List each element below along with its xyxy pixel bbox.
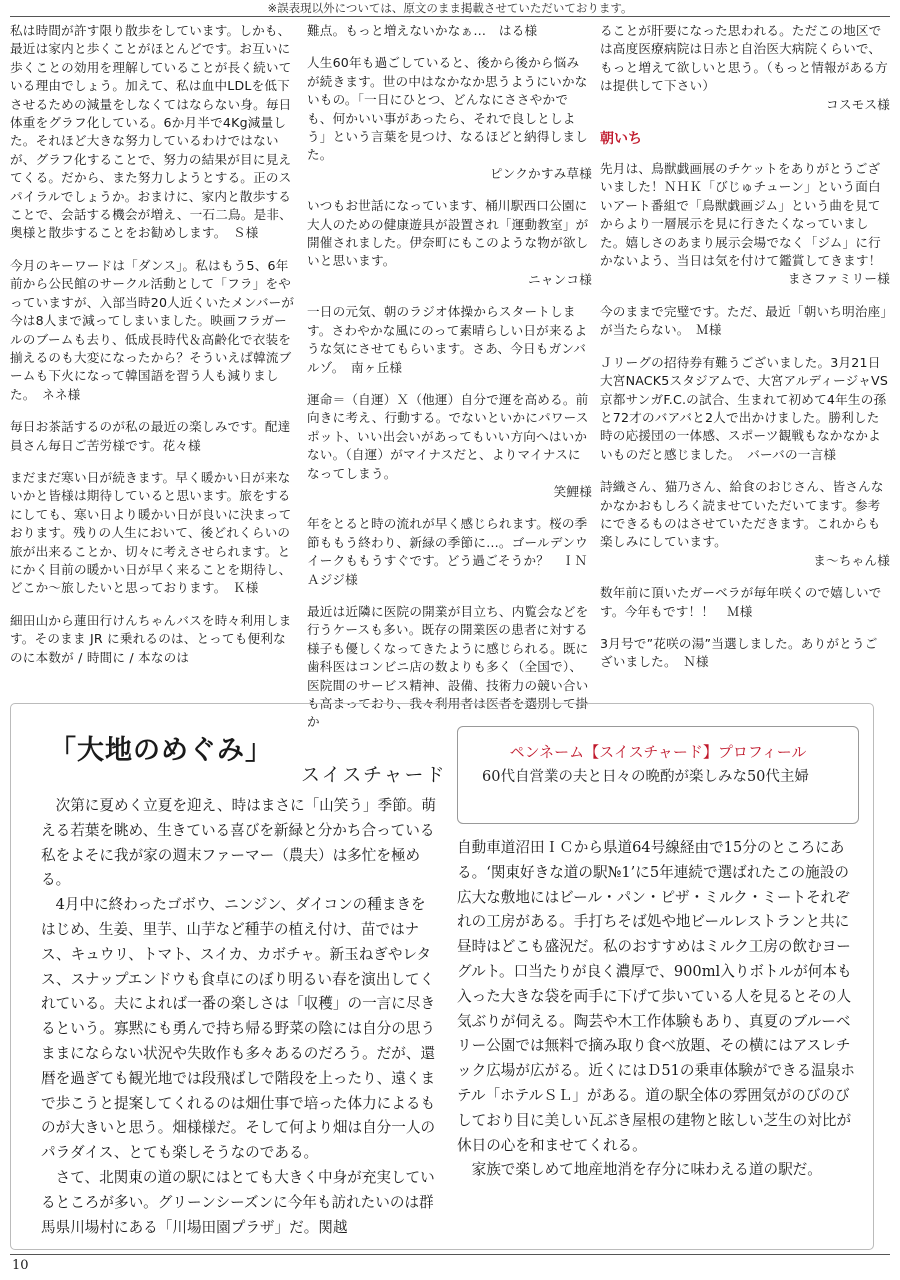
letter-entry: 今のままで完璧です。ただ、最近「朝いち明治座」が当たらない。 Ｍ様 — [600, 303, 887, 338]
letter-entry — [307, 391, 592, 501]
letter-entry: 私は時間が許す限り散歩をしています。しかも、最近は家内と歩くことがほとんどです。お互いに歩くことの効用を理解していることが長く続いている理由でしょう。加えて、私は血中LDLを低下させるための減量をしなくてはならない身。毎日体重をグラフ化している。6か月半で4Kg減量した。それほど大きな努力しているわけではないが、グラフ化することで、努力の結果が目に見えてくる。だから、また努力しようとする。正のスパイラルでしょうか。おまけに、家内と散歩することで、会話する機会が増え、一石二鳥。是非、奥様と散歩することをお勧めします。 Ｓ様 — [10, 23, 292, 241]
essay-author: スイスチャード — [301, 764, 447, 786]
letter-entry: 最近は近隣に医院の開業が目立ち、内覧会などを行うケースも多い。既存の開業医の患者に対する様子も優しくなってきたように感じられる。既に歯科医はコンビニ店の数よりも多く（全国で）、医院間のサービス精神、設備、技術力の競い合いも高まっており、我々利用者は医者を選別して掛か — [307, 603, 589, 730]
letter-entry: 今月のキーワードは「ダンス」。私はもう5、6年前から公民館のサークル活動として「フラ」をやっていますが、入部当時20人近くいたメンバーが今は8人まで減ってしまいました。映画フラガールのブームも去り、低成長時代＆高齢化で衣装を揃えるのも大変になったから？そういえば韓流ブームも下火になって韓国語を習う人も減りました。 ネネ様 — [10, 257, 295, 402]
letter-entry: 細田山から蓮田行けんちゃんバスを時々利用します。そのまま JR に乗れるのは、とっても便利なのに本数が / 時間に / 本なのは — [10, 612, 292, 665]
header-rule — [10, 16, 890, 17]
letter-text: 先月は、鳥獣戯画展のチケットをありがとうございました！ＮＨＫ「びじゅチューン」という面白いアート番組で「鳥獣戯画ジム」という曲を見てからより一層展示を見に行きたくなっていました。嬉しさのあまり展示会場でなく「ジム」に行かないよう、当日は気を付けて鑑賞してきます！ — [600, 161, 882, 269]
letter-text: ることが肝要になった思われる。ただこの地区では高度医療病院は日赤と自治医大病院くらいで、もっと増えて欲しいと思う。（もっと情報がある方は提供して下さい） — [600, 23, 888, 94]
letter-signature: ま～ちゃん様 — [813, 552, 890, 568]
header-note: ※誤表現以外については、原文のまま掲載させていただいております。 — [267, 1, 633, 15]
letter-entry: 難点。もっと増えないかなぁ… はる様 — [307, 23, 538, 38]
profile-text: 60代自営業の夫と日々の晩酌が楽しみな50代主婦 — [482, 769, 809, 785]
footer-rule — [10, 1254, 890, 1255]
essay-column-right — [457, 836, 861, 1183]
letter-entry — [307, 54, 592, 183]
letters-column-3 — [600, 22, 890, 702]
letter-signature: ニャンコ様 — [528, 271, 592, 287]
letter-entry: 数年前に頂いたガーベラが毎年咲くので嬉しいです。今年もです！！ Ｍ様 — [600, 585, 882, 619]
letters-column-2 — [307, 22, 592, 730]
letter-signature: コスモス様 — [826, 96, 890, 112]
page-number: 10 — [12, 1258, 29, 1273]
profile-box — [457, 726, 859, 824]
letter-text: 人生60年も過ごしていると、後から後から悩みが続きます。世の中はなかなか思うようにいかないもの。「一日にひとつ、どんなにささやかでも、何かいい事があったら、それで良しとしよう」という言葉を見つけ、なるほどと納得しました。 — [307, 55, 588, 163]
letter-text: 詩織さん、猫乃さん、給食のおじさん、皆さんなかなかおもしろく読ませていただいてます。参考にできるものはさせていただきます。これからも楽しみにしています。 — [600, 479, 884, 550]
letter-signature: 笑鯉様 — [553, 483, 592, 499]
letter-text: いつもお世話になっています、桶川駅西口公園に大人のための健康遊具が設置され「運動教室」が開催されました。伊奈町にもこのような物が欲しいと思います。 — [307, 198, 589, 269]
essay-paragraph: 家族で楽しめて地産地消を存分に味わえる道の駅だ。 — [471, 1161, 822, 1179]
letter-entry: 3月号で”花咲の湯”当選しました。ありがとうございました。 Ｎ様 — [600, 635, 878, 670]
essay-paragraph: 自動車道沼田ＩＣから県道64号線経由で15分のところにある。‘関東好きな道の駅№1’に5年連続で選ばれたこの施設の広大な敷地にはビール・パン・ピザ・ミルク・ミートそれぞれの工房がある。手打ちそば処や地ビールレストランと共に昼時はどこも盛況だ。私のおすすめはミルク工房の飲むヨーグルト。口当たりが良く濃厚で、900ml入りボトルが何本も入った大きな袋を両手に下げて歩いている人を見るとその人気ぶりが伺える。陶芸や木工作体験もあり、真夏のブルーベリー公園では無料で摘み取り食べ放題、その横にはアスレチック広場が広がる。近くにはＤ51の乗車体験ができる温泉ホテル「ホテルＳＬ」がある。道の駅全体の雰囲気がのびのびしており目に美しい瓦ぶき屋根の建物と眩しい芝生の対比が休日の心を和ませてくれる。 — [457, 839, 856, 1154]
essay-box — [10, 703, 874, 1250]
letter-entry — [600, 22, 890, 114]
essay-paragraph: さて、北関東の道の駅にはとても大きく中身が充実しているところが多い。グリーンシーズンに今年も訪れたいのは群馬県川場村にある「川場田園プラザ」だ。関越 — [41, 1168, 435, 1236]
essay-column-left — [41, 794, 439, 1240]
letter-entry: まだまだ寒い日が続きます。早く暖かい日が来ないかと皆様は期待していると思います。旅をするにしても、寒い日より暖かい日が良いに決まっております。残りの人生において、後どれくらいの旅が出来ることか、切々に考えさせられます。とにかく目前の暖かい日が早く来ることを期待し、どこか～旅したいと思っております。 Ｋ様 — [10, 469, 292, 596]
section-heading-asaichi: 朝いち — [600, 131, 642, 148]
profile-heading: ペンネーム【スイスチャード】プロフィール — [509, 743, 807, 761]
reader-letters — [10, 22, 890, 730]
letter-signature: まさファミリー様 — [787, 271, 890, 287]
letter-entry — [600, 478, 890, 570]
letter-entry — [600, 160, 890, 289]
letters-column-1 — [10, 22, 295, 702]
letter-signature: ピンクかすみ草様 — [489, 165, 592, 181]
letter-text: 運命＝（自運）Ｘ（他運）自分で運を高める。前向きに考え、行動する。でないといかにパワースポット、いい出会いがあってもいい方向へはいかない。（自運）がマイナスだと、よりマイナスになってしまう。 — [307, 391, 589, 481]
essay-title: 「大地のめぐみ」 — [49, 735, 273, 766]
letter-entry — [307, 197, 592, 289]
essay-paragraph: 次第に夏めく立夏を迎え、時はまさに「山笑う」季節。萌える若葉を眺め、生きている喜びを新緑と分かち合っている私をよそに我が家の週末ファーマー（農夫）は多忙を極める。 — [41, 797, 436, 889]
letter-entry: 年をとると時の流れが早く感じられます。桜の季節ももう終わり、新緑の季節に…。ゴールデンウイークももうすぐです。どう過ごそうか？ ＩＮＡジジ様 — [307, 516, 588, 587]
letter-entry: 毎日お茶話するのが私の最近の楽しみです。配達員さん毎日ご苦労様です。花々様 — [10, 419, 291, 453]
letter-entry: 一日の元気、朝のラジオ体操からスタートします。さわやかな風にのって素晴らしい日が来るような気にさせてもらいます。さあ、今日もガンバルゾ。 南ヶ丘様 — [307, 304, 588, 375]
essay-paragraph: 4月中に終わったゴボウ、ニンジン、ダイコンの種まきをはじめ、生姜、里芋、山芋など種芋の植え付け、苗ではナス、キュウリ、トマト、スイカ、カボチャ。新玉ねぎやレタス、スナップエンドウも食卓にのぼり明るい春を演出してくれている。夫によれば一番の楽しさは「収穫」の一言に尽きるという。寡黙にも勇んで持ち帰る野菜の陰には自分の思うままにならない状況や失敗作も多々あるのだろう。だが、還暦を過ぎても観光地では段飛ばしで階段を上ったり、遠くまで歩こうと提案してくれるのは畑仕事で培った体力によるものが大きいと思う。畑様様だ。そして何より畑は自分一人のパラダイス、とても楽しそうなのである。 — [41, 896, 436, 1162]
letter-entry: Ｊリーグの招待券有難うございました。3月21日大宮NACK5スタジアムで、大宮アルディージャVS京都サンガF.C.の試合、生まれて初めて4年生の孫と72才のバアバと2人で出かけました。勝利した時の応援団の一体感、スポーツ観戦もなかなかよいものだと感じました。 バーバの一言様 — [600, 354, 889, 462]
